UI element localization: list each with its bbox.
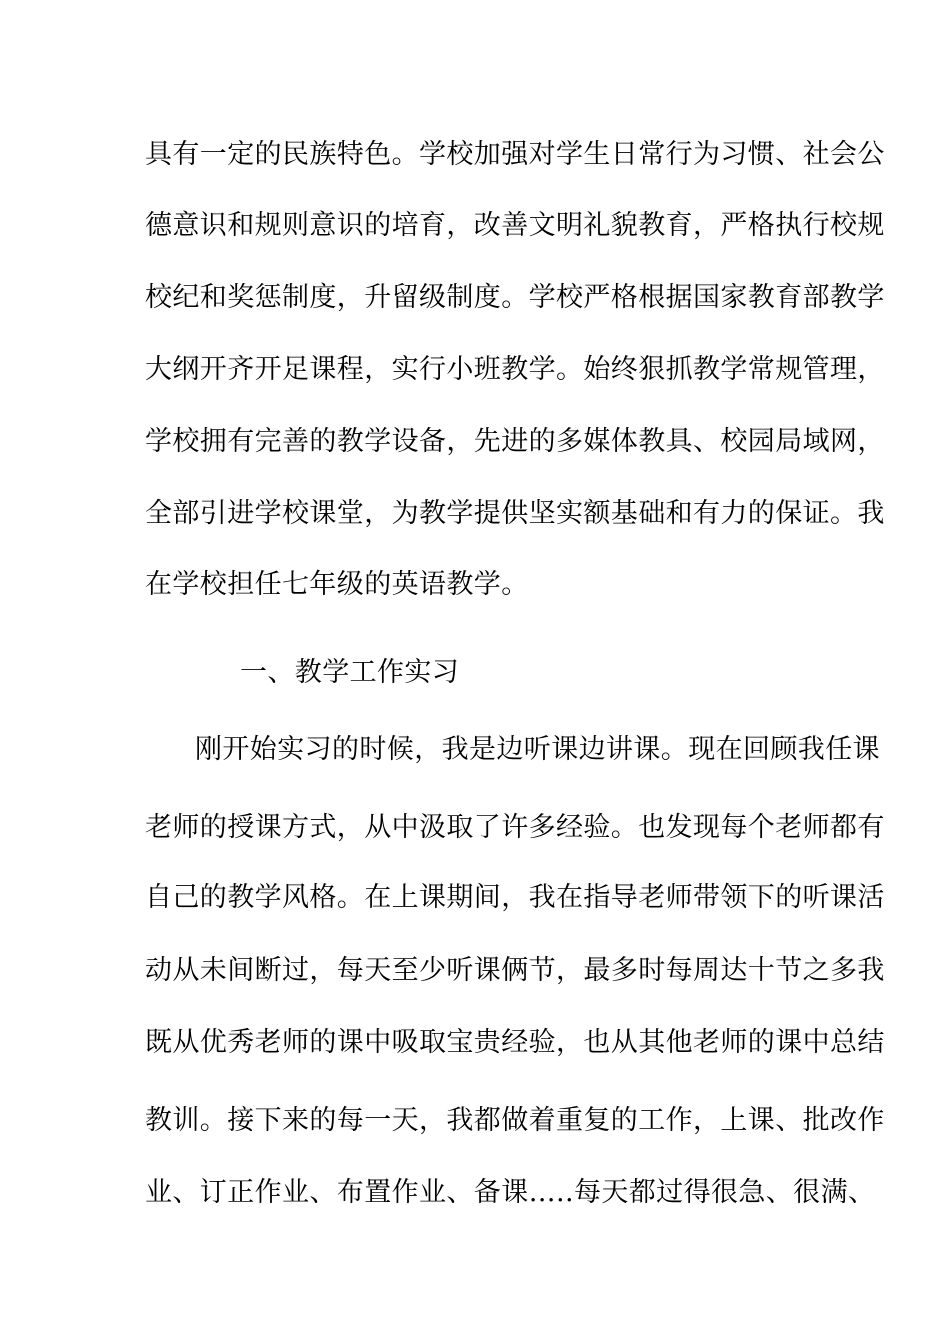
section-heading: 一、教学工作实习 xyxy=(240,657,460,688)
text-line: 教训。接下来的每一天，我都做着重复的工作，上课、批改作 xyxy=(145,1105,885,1136)
text-line: 既从优秀老师的课中吸取宝贵经验，也从其他老师的课中总结 xyxy=(145,1027,885,1058)
text-line: 校纪和奖惩制度，升留级制度。学校严格根据国家教育部教学 xyxy=(145,282,885,313)
text-line: 德意识和规则意识的培育，改善文明礼貌教育，严格执行校规 xyxy=(145,210,885,241)
text-line: 大纲开齐开足课程，实行小班教学。始终狠抓教学常规管理， xyxy=(145,354,885,385)
text-line: 自己的教学风格。在上课期间，我在指导老师带领下的听课活 xyxy=(145,882,885,913)
text-line: 老师的授课方式，从中汲取了许多经验。也发现每个老师都有 xyxy=(145,812,885,843)
text-line: 动从未间断过，每天至少听课俩节，最多时每周达十节之多我 xyxy=(145,955,885,986)
text-line: 具有一定的民族特色。学校加强对学生日常行为习惯、社会公 xyxy=(145,139,885,170)
text-line: 在学校担任七年级的英语教学。 xyxy=(145,569,529,600)
text-line: 全部引进学校课堂，为教学提供坚实额基础和有力的保证。我 xyxy=(145,498,885,529)
text-line: 业、订正作业、布置作业、备课…..每天都过得很急、很满、 xyxy=(145,1177,876,1208)
text-line: 学校拥有完善的教学设备，先进的多媒体教具、校园局域网， xyxy=(145,426,885,457)
text-line: 刚开始实习的时候，我是边听课边讲课。现在回顾我任课 xyxy=(195,734,880,765)
